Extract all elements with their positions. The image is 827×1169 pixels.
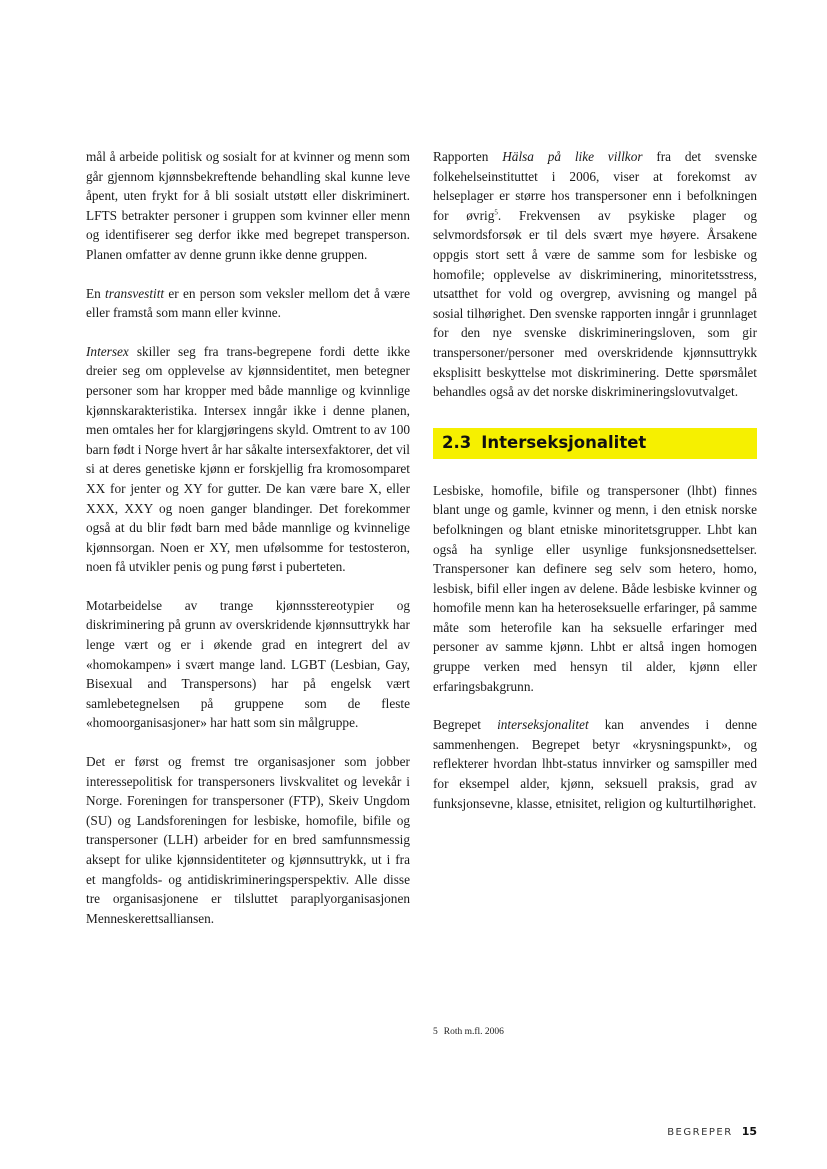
report-title: Hälsa på like villkor bbox=[502, 149, 643, 164]
footnote-number: 5 bbox=[433, 1027, 438, 1037]
running-section-title: BEGREPER bbox=[667, 1127, 733, 1138]
paragraph-transvestitt bbox=[86, 284, 410, 323]
left-column bbox=[86, 147, 410, 947]
section-heading bbox=[433, 428, 757, 459]
paragraph-organisasjoner: Det er først og fremst tre organisasjoner som jobber interessepolitisk for transpersoners livskvalitet og levekår i Norge. Foreningen for transpersoner (FTP), Skeiv Ungdom (SU) og Landsforeningen for lesbiske, homofile, bifile og transpersoner (LLH) arbeider for en bred samfunnsmessig aksept for ulike kjønnsidentiteter og kjønnsuttrykk, ut i fra et mangfolds- og antidiskrimineringsperspektiv. Alle disse tre organisasjonene er tilsluttet paraplyorganisasjonen Menneskerettsalliansen. bbox=[86, 754, 410, 926]
term-intersex: Intersex bbox=[86, 343, 129, 359]
page-number: 15 bbox=[741, 1125, 757, 1138]
paragraph-motarbeidelse: Motarbeidelse av trange kjønnsstereotypier og diskriminering på grunn av overskridende kjønnsuttrykk har lenge vært og er i økende grad en integrert del av «homokampen» i svært mange land. LGBT (Lesbian, Gay, Bisexual and Transpersons) har på engelsk vært samlebetegnelsen på gruppene som de fleste «homoorganisasjoner» har hatt som sin målgruppe. bbox=[86, 597, 410, 731]
text-run: er en person som veksler mellom det å være eller framstå som mann eller kvinne. bbox=[86, 285, 410, 321]
paragraph-lfts: mål å arbeide politisk og sosialt for at kvinner og menn som går gjennom kjønnsbekreftende behandling skal kunne leve åpent, uten frykt for å bli sosialt utstøtt eller diskriminert. LFTS betrakter personer i gruppen som kvinner eller menn og identifiserer seg derfor ikke med begrepet transperson. Planen omfatter av denne grunn ikke denne gruppen. bbox=[86, 149, 410, 262]
term-transvestitt: transvestitt bbox=[105, 285, 165, 301]
text-run: Begrepet bbox=[433, 717, 498, 733]
text-run: kan anvendes i denne sammenhengen. Begrepet betyr «krysningspunkt», og reflekterer hvordan lhbt-status innvirker og samspiller med for eksempel alder, kjønn, seksuell praksis, grad av funksjonsevne, klasse, etnisitet, religion og kulturtilhørighet. bbox=[433, 717, 757, 811]
text-run: fra det svenske folkehelseinstituttet i 2006, viser at forekomst av helseplager er større hos transpersoner enn i befolkningen for øvrig bbox=[433, 149, 757, 223]
footnote bbox=[433, 1027, 504, 1037]
text-run: En bbox=[86, 285, 106, 301]
paragraph-interseksjonalitet bbox=[433, 715, 757, 813]
section-title: Interseksjonalitet bbox=[481, 433, 647, 453]
footnote-text: Roth m.fl. 2006 bbox=[443, 1027, 504, 1037]
term-interseksjonalitet: interseksjonalitet bbox=[497, 717, 589, 733]
section-number: 2.3 bbox=[442, 433, 472, 453]
text-run: skiller seg fra trans-begrepene fordi dette ikke dreier seg om opplevelse av kjønnsidentitet, men betegner personer som har kropper med både mannlige og kvinnlige kjønnskarakteristika. Intersex inngår ikke i denne planen, men omtales her for klargjøringens skyld. Omtrent to av 100 barn født i Norge hvert år har såkalte intersexfaktorer, det vil si at deres genetiske kjønn er forskjellig fra kromosomparet XX for jenter og XY for gutter. De kan være bare X, eller XXX, XXY og noen ganger blandinger. Det forekommer også at du blir født barn med både mannlige og kvinnelige kjønnsorgan. Noen er XY, men ufølsomme for testosteron, noen få utvikler penis og pung først i puberteten. bbox=[86, 343, 410, 575]
paragraph-intersex bbox=[86, 342, 410, 577]
right-column bbox=[433, 147, 757, 832]
page-footer bbox=[667, 1125, 757, 1138]
text-run: Rapporten bbox=[433, 149, 503, 164]
footnote-reference[interactable]: 5 bbox=[494, 208, 498, 217]
text-run: . Frekvensen av psykiske plager og selvmordsforsøk er til dels svært mye høyere. Årsakene oppgis stort sett å være de samme som for lesbiske og homofile; opplevelse av diskriminering, minoritetsstress, utsatthet for vold og overgrep, avvisning og mangel på sosial tilhørighet. Den svenske rapporten inngår i grunnlaget for den nye svenske diskrimineringsloven, som gir transpersoner/personer med overskridende kjønnsuttrykk eksplisitt beskyttelse mot diskriminering. Dette spørsmålet behandles også av det norske diskrimineringslovutvalget. bbox=[433, 207, 757, 400]
paragraph-lhbt: Lesbiske, homofile, bifile og transpersoner (lhbt) finnes blant unge og gamle, kvinner og menn, i den etnisk norske befolkningen og blant etniske minoritetsgrupper. Lhbt kan også ha synlige eller usynlige funksjonsnedsettelser. Transpersoner kan definere seg selv som hetero, homo, lesbisk, bifil eller ingen av delene. Både lesbiske kvinner og homofile menn kan ha heteroseksuelle erfaringer, på samme måte som heterofile kan ha seksuelle erfaringer med personer av samme kjønn. Lhbt er altså ingen homogen gruppe verken med hensyn til alder, kjønn eller erfaringsbakgrunn. bbox=[433, 482, 757, 694]
paragraph-rapporten bbox=[433, 147, 757, 402]
